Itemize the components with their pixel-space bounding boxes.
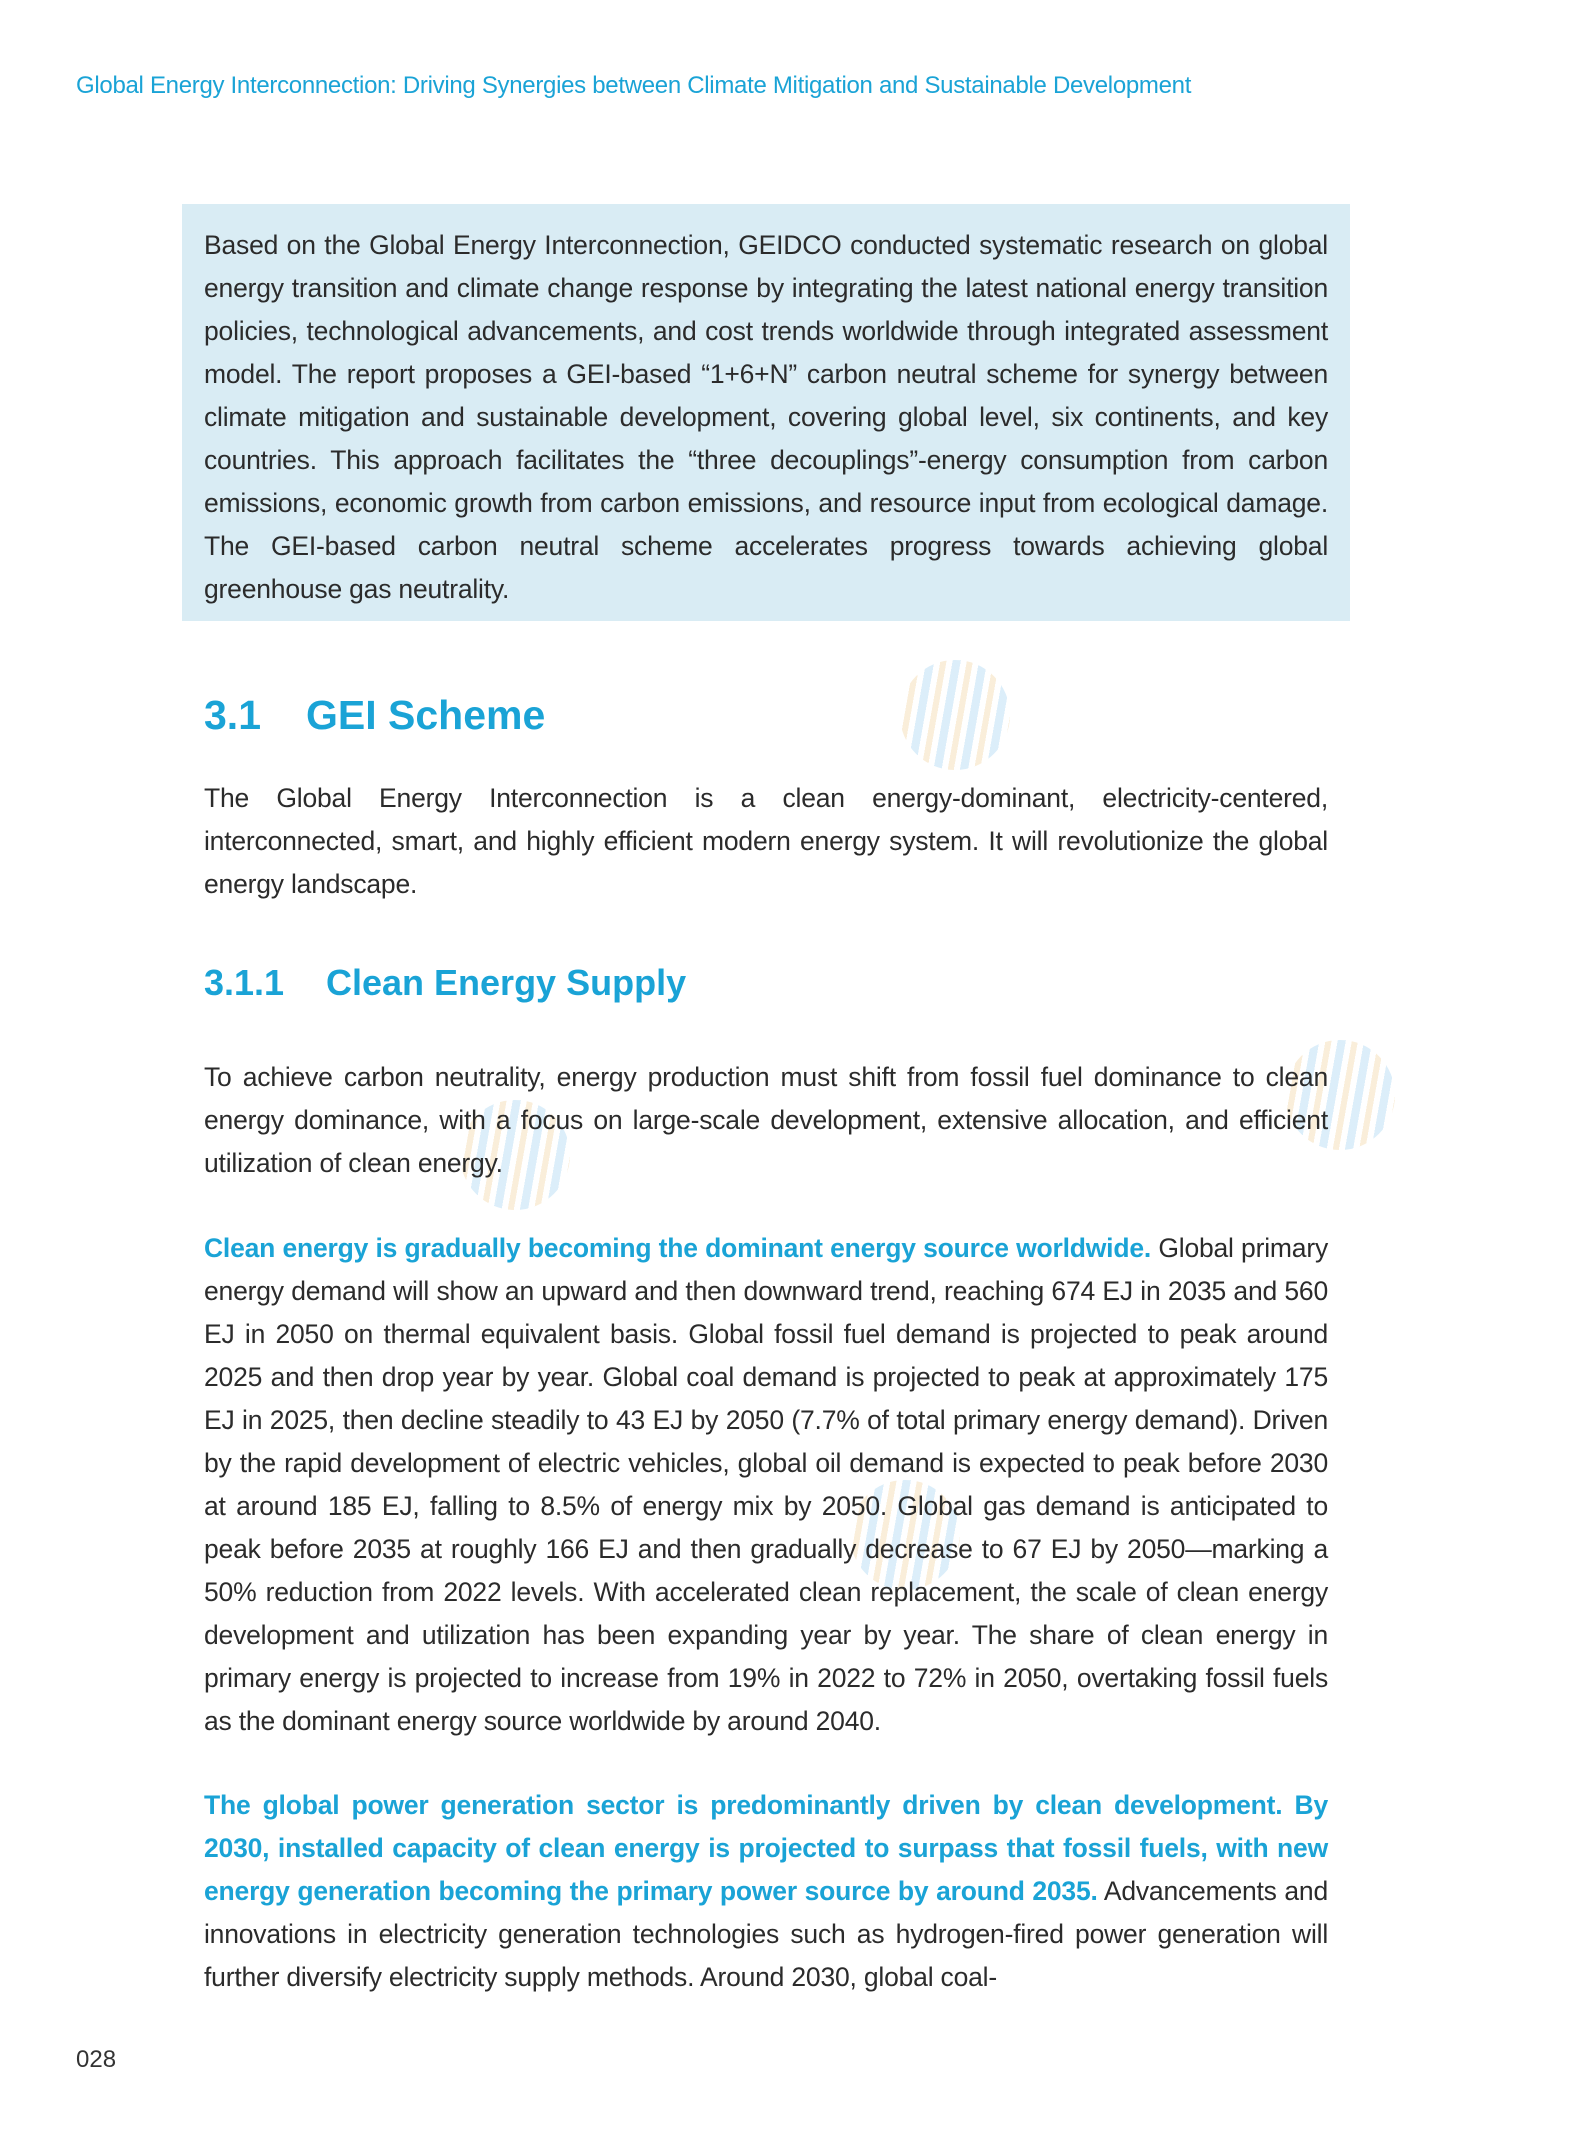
section-intro: The Global Energy Interconnection is a clean energy-dominant, electricity-centered, interconnected, smart, and highly efficient modern energy system. It will revolutionize the global energy landscape. (204, 783, 1328, 899)
paragraph-power-generation (204, 1784, 1328, 1999)
section-heading (204, 692, 1328, 739)
paragraph-body: Global primary energy demand will show an upward and then downward trend, reaching 674 EJ in 2035 and 560 EJ in 2050 on thermal equivalent basis. Global fossil fuel demand is projected to peak around 2025 and then drop year by year. Global coal demand is projected to peak at approximately 175 EJ in 2025, then decline steadily to 43 EJ by 2050 (7.7% of total primary energy demand). Driven by the rapid development of electric vehicles, global oil demand is expected to peak before 2030 at around 185 EJ, falling to 8.5% of energy mix by 2050. Global gas demand is anticipated to peak before 2035 at roughly 166 EJ and then gradually decrease to 67 EJ by 2050—marking a 50% reduction from 2022 levels. With accelerated clean replacement, the scale of clean energy development and utilization has been expanding year by year. The share of clean energy in primary energy is projected to increase from 19% in 2022 to 72% in 2050, overtaking fossil fuels as the dominant energy source worldwide by around 2040. (204, 1233, 1328, 1736)
section-title: GEI Scheme (306, 692, 546, 738)
subsection-intro: To achieve carbon neutrality, energy production must shift from fossil fuel dominance to clean energy dominance, with a focus on large-scale development, extensive allocation, and efficient utilization of clean energy. (204, 1062, 1328, 1178)
paragraph-clean-energy (204, 1227, 1328, 1743)
section-number: 3.1 (204, 692, 261, 738)
subsection-title: Clean Energy Supply (326, 962, 687, 1003)
running-header: Global Energy Interconnection: Driving Synergies between Climate Mitigation and Sustainable Development (76, 72, 1192, 99)
summary-box (182, 204, 1350, 621)
page-number: 028 (76, 2046, 117, 2073)
subsection-number: 3.1.1 (204, 962, 285, 1003)
subsection-heading (204, 962, 1328, 1004)
paragraph-lead: Clean energy is gradually becoming the dominant energy source worldwide. (204, 1233, 1152, 1263)
summary-text: Based on the Global Energy Interconnection, GEIDCO conducted systematic research on global energy transition and climate change response by integrating the latest national energy transition policies, technological advancements, and cost trends worldwide through integrated assessment model. The report proposes a GEI-based “1+6+N” carbon neutral scheme for synergy between climate mitigation and sustainable development, covering global level, six continents, and key countries. This approach facilitates the “three decouplings”-energy consumption from carbon emissions, economic growth from carbon emissions, and resource input from ecological damage. The GEI-based carbon neutral scheme accelerates progress towards achieving global greenhouse gas neutrality. (204, 230, 1328, 604)
paragraph-lead: The global power generation sector is predominantly driven by clean development. By 2030, installed capacity of clean energy is projected to surpass that fossil fuels, with new energy generation becoming the primary power source by around 2035. (204, 1790, 1328, 1906)
paragraph-body: Advancements and innovations in electricity generation technologies such as hydrogen-fired power generation will further diversify electricity supply methods. Around 2030, global coal- (204, 1876, 1328, 1992)
